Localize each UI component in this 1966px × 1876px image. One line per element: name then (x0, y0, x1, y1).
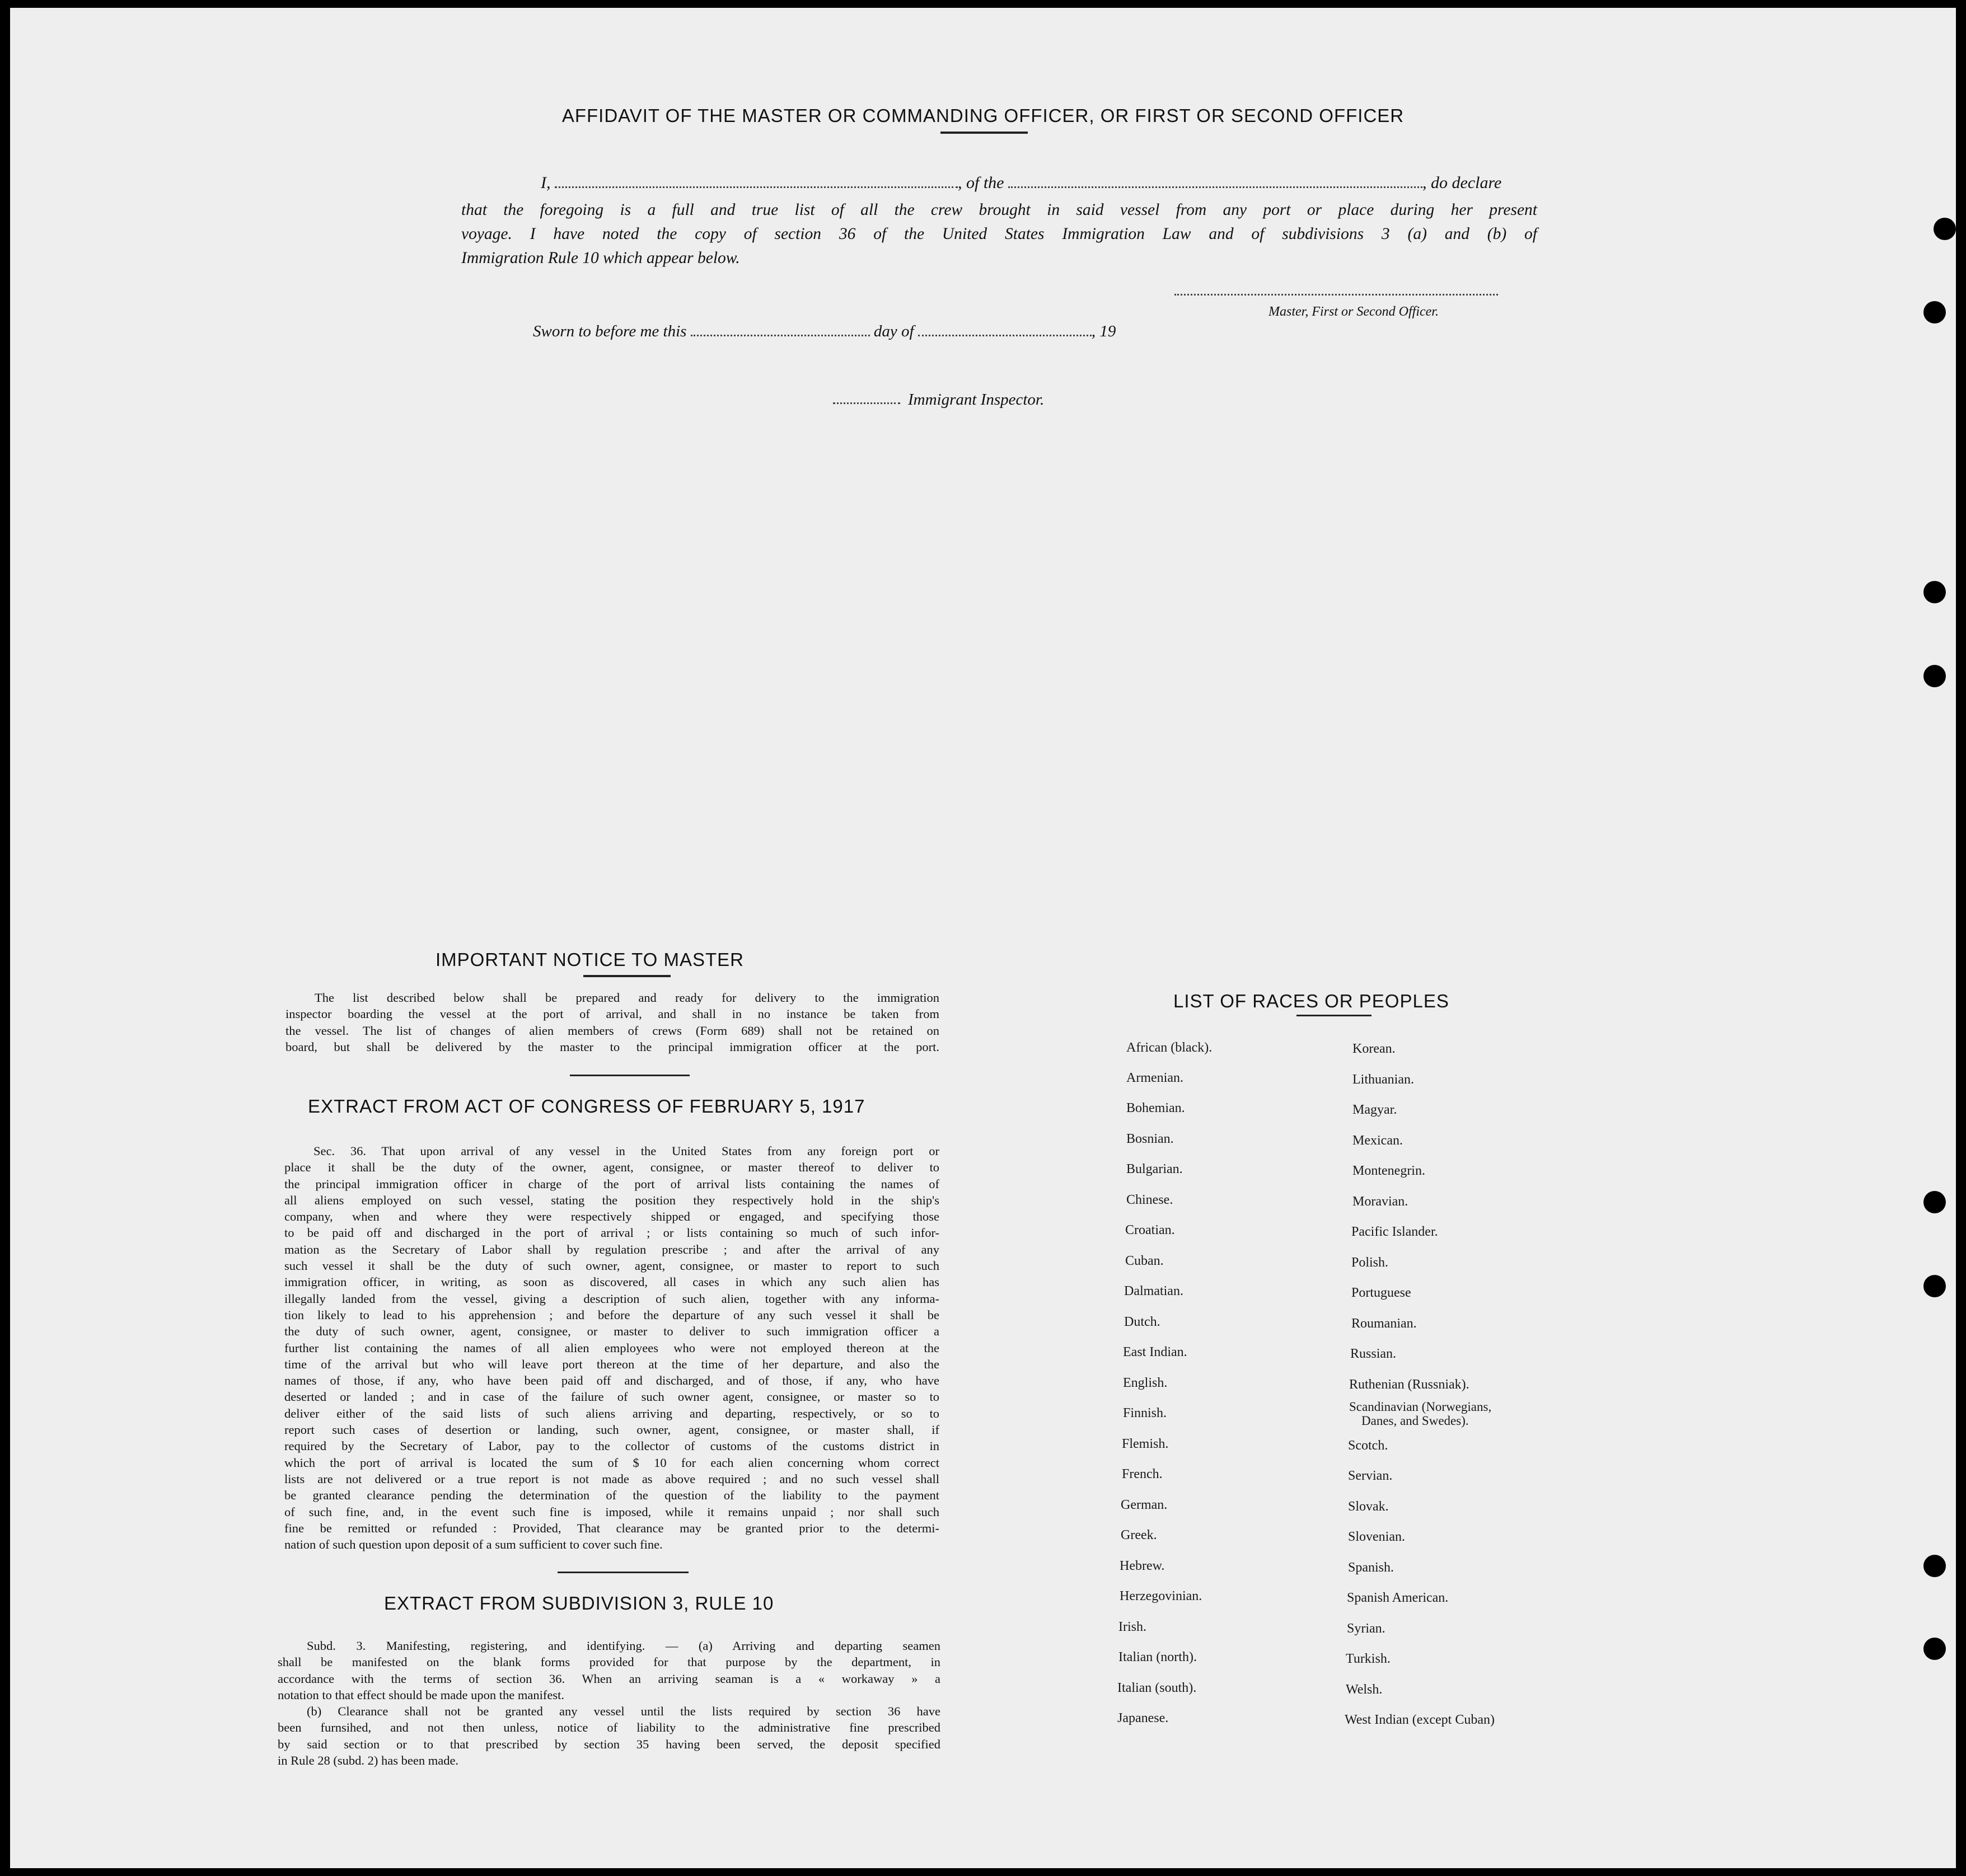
act-line: time of the arrival but who will leave port thereon at the time of her departure, and also the (284, 1357, 939, 1371)
binder-hole (1923, 1275, 1946, 1297)
race-item: Danes, and Swedes). (1361, 1414, 1469, 1428)
race-item: Hebrew. (1120, 1559, 1165, 1573)
race-item: Korean. (1352, 1042, 1396, 1056)
race-item: Mexican. (1352, 1133, 1403, 1148)
act-line: of such fine, and, in the event such fine is imposed, while it remains unpaid ; nor shall such (284, 1504, 939, 1519)
race-item: Chinese. (1126, 1193, 1173, 1207)
act-line: such vessel it shall be the duty of such owner, agent, consignee, or master to report to such (284, 1259, 939, 1273)
rule-line: Subd. 3. Manifesting, registering, and identifying. — (a) Arriving and departing seamen (307, 1639, 940, 1653)
race-item: Japanese. (1117, 1711, 1169, 1725)
act-line: fine be remitted or refunded : Provided, That clearance may be granted prior to the determi- (284, 1521, 939, 1535)
master-signature-label: Master, First or Second Officer. (1268, 304, 1439, 319)
rule-line: by said section or to that prescribed by section 35 having been served, the deposit specified (278, 1737, 940, 1751)
act-line: the principal immigration officer in charge of the port of arrival lists containing the names of (284, 1176, 939, 1191)
race-item: Greek. (1121, 1528, 1157, 1542)
affidavit-declare-label: , do declare (1422, 173, 1502, 192)
rule-line: notation to that effect should be made upon the manifest. (278, 1687, 564, 1702)
rule-line: in Rule 28 (subd. 2) has been made. (278, 1753, 459, 1768)
race-item: Portuguese (1351, 1286, 1411, 1300)
act-line: lists are not delivered or a true report is not made as above required ; and no such vessel shall (284, 1471, 939, 1486)
binder-hole (1923, 581, 1946, 603)
sworn-label: Sworn to before me this (533, 322, 687, 340)
race-item: African (black). (1126, 1040, 1213, 1055)
month-blank (918, 334, 1092, 336)
race-item: Bosnian. (1126, 1132, 1174, 1146)
race-item: Moravian. (1352, 1194, 1408, 1209)
divider (570, 1075, 690, 1076)
divider (558, 1572, 689, 1573)
act-body (284, 1143, 939, 1553)
affidavit-body-line: that the foregoing is a full and true list of all the crew brought in said vessel from any port or place during her present (461, 201, 1537, 219)
binder-hole (1934, 218, 1956, 240)
race-item: Spanish. (1348, 1560, 1394, 1575)
race-item: Scotch. (1348, 1438, 1388, 1453)
act-line: further list containing the names of all alien employees who were not employed thereon at the (284, 1340, 939, 1355)
binder-hole (1923, 1191, 1946, 1213)
act-line: required by the Secretary of Labor, pay to the collector of customs of the customs district in (284, 1439, 939, 1453)
act-line: be granted clearance pending the determination of the question of the liability to the payment (284, 1488, 939, 1503)
notice-body (285, 989, 939, 1055)
act-line: place it shall be the duty of the owner, agent, consignee, or master thereof to deliver to (284, 1160, 939, 1175)
day-of-label: day of (873, 322, 914, 340)
act-line: which the port of arrival is located the sum of $ 10 for each alien concerning whom correct (284, 1455, 939, 1470)
binder-hole (1923, 1555, 1946, 1577)
rule-line: been furnsihed, and not then unless, notice of liability to the administrative fine prescribed (278, 1720, 940, 1735)
year-label: , 19 (1091, 322, 1116, 340)
binder-hole (1923, 301, 1946, 323)
race-item: Ruthenian (Russniak). (1349, 1377, 1469, 1392)
act-line: report such cases of desertion or landing, such owner, agent, consignee, or master shall, if (284, 1423, 939, 1437)
affidavit-body (461, 198, 1537, 270)
rule-line: (b) Clearance shall not be granted any vessel until the lists required by section 36 have (307, 1704, 940, 1719)
document-page (10, 8, 1956, 1868)
divider (940, 132, 1028, 134)
act-line: illegally landed from the vessel, giving a description of such alien, together with any informa- (284, 1291, 939, 1306)
sworn-line (533, 322, 1116, 341)
inspector-signature-blank (833, 402, 900, 404)
affidavit-body-line: voyage. I have noted the copy of section 36 of the United States Immigration Law and of subdivisions 3 (a) and (b) of (461, 225, 1537, 243)
act-line: Sec. 36. That upon arrival of any vessel in the United States from any foreign port or (313, 1144, 939, 1158)
race-item: Slovenian. (1348, 1530, 1405, 1544)
notice-line: board, but shall be delivered by the master to the principal immigration officer at the port. (285, 1039, 939, 1054)
act-line: nation of such question upon deposit of a sum sufficient to cover such fine. (284, 1537, 663, 1552)
act-line: deliver either of the said lists of such aliens arriving and departing, respectively, or so to (284, 1406, 939, 1420)
race-item: Roumanian. (1351, 1316, 1417, 1331)
act-line: the duty of such owner, agent, consignee, or master to deliver to such immigration officer a (284, 1324, 939, 1339)
rule-line: shall be manifested on the blank forms provided for that purpose by the department, in (278, 1655, 940, 1669)
race-item: Welsh. (1346, 1682, 1383, 1697)
race-item: German. (1121, 1498, 1168, 1512)
affidavit-title: AFFIDAVIT OF THE MASTER OR COMMANDING OFFICER, OR FIRST OR SECOND OFFICER (561, 105, 1405, 126)
vessel-blank (1008, 186, 1422, 188)
race-item: Dutch. (1124, 1315, 1160, 1329)
binder-hole (1923, 665, 1946, 687)
race-item: Servian. (1348, 1469, 1393, 1483)
race-item: English. (1123, 1376, 1168, 1390)
inspector-label: Immigrant Inspector. (908, 391, 1045, 409)
act-line: all aliens employed on such vessel, stating the position they respectively hold in the ship's (284, 1193, 939, 1207)
act-line: company, when and where they were respectively shipped or engaged, and specifying those (284, 1209, 939, 1224)
master-signature-blank (1174, 293, 1498, 296)
rule-title: EXTRACT FROM SUBDIVISION 3, RULE 10 (384, 1593, 774, 1614)
race-item: Cuban. (1125, 1254, 1164, 1268)
affidavit-of-the-label: , of the (958, 173, 1004, 192)
races-title: LIST OF RACES OR PEOPLES (1173, 991, 1449, 1011)
race-item: Slovak. (1348, 1499, 1389, 1514)
race-item: Lithuanian. (1352, 1072, 1414, 1087)
name-blank (555, 186, 958, 188)
race-item: Spanish American. (1347, 1591, 1449, 1605)
notice-line: the vessel. The list of changes of alien members of crews (Form 689) shall not be retained on (285, 1023, 939, 1038)
race-item: Pacific Islander. (1351, 1225, 1438, 1239)
affidavit-body-line: Immigration Rule 10 which appear below. (461, 249, 740, 267)
race-item: French. (1122, 1467, 1163, 1481)
race-item: Bohemian. (1126, 1101, 1185, 1115)
act-line: names of those, if any, who have been paid off and discharged, and of those, if any, who have (284, 1373, 939, 1388)
race-item: Armenian. (1126, 1071, 1183, 1085)
race-item: Bulgarian. (1126, 1162, 1183, 1176)
notice-line: The list described below shall be prepared and ready for delivery to the immigration (315, 991, 939, 1005)
race-item: Irish. (1118, 1620, 1146, 1634)
act-title: EXTRACT FROM ACT OF CONGRESS OF FEBRUARY 5, 1917 (308, 1096, 865, 1117)
race-item: Syrian. (1347, 1621, 1385, 1636)
rule-line: accordance with the terms of section 36. When an arriving seaman is a « workaway » a (278, 1671, 940, 1686)
race-item: Italian (north). (1118, 1650, 1197, 1664)
affidavit-i-label: I, (541, 173, 551, 192)
race-item: Finnish. (1123, 1406, 1167, 1420)
notice-line: inspector boarding the vessel at the port of arrival, and shall in no instance be taken from (285, 1007, 939, 1021)
race-item: Polish. (1351, 1255, 1389, 1270)
race-item: Italian (south). (1117, 1681, 1197, 1695)
act-line: mation as the Secretary of Labor shall by regulation prescribe ; and after the arrival of any (284, 1242, 939, 1256)
act-line: tion likely to lead to his apprehension ; and before the departure of any such vessel it shall be (284, 1307, 939, 1322)
race-item: Magyar. (1352, 1103, 1397, 1117)
divider (1296, 1015, 1371, 1016)
notice-title: IMPORTANT NOTICE TO MASTER (436, 949, 745, 970)
race-item: Croatian. (1125, 1223, 1175, 1237)
act-line: immigration officer, in writing, as soon as discovered, all cases in which any such alien has (284, 1275, 939, 1289)
divider (583, 975, 671, 977)
race-item: West Indian (except Cuban) (1345, 1713, 1495, 1727)
affidavit-line-1 (541, 173, 1501, 193)
race-item: Russian. (1350, 1347, 1397, 1361)
race-item: Herzegovinian. (1120, 1589, 1202, 1603)
rule-body (278, 1638, 940, 1769)
race-item: Dalmatian. (1124, 1284, 1183, 1298)
act-line: deserted or landed ; and in case of the failure of such owner agent, consignee, or master so to (284, 1390, 939, 1404)
race-item: Flemish. (1122, 1437, 1169, 1451)
race-item: Scandinavian (Norwegians, (1349, 1400, 1492, 1414)
act-line: to be paid off and discharged in the port of arrival ; or lists containing so much of such infor- (284, 1226, 939, 1240)
race-item: Turkish. (1346, 1652, 1391, 1666)
race-item: Montenegrin. (1352, 1164, 1425, 1178)
binder-hole (1923, 1638, 1946, 1660)
day-blank (691, 334, 870, 336)
race-item: East Indian. (1123, 1345, 1187, 1359)
